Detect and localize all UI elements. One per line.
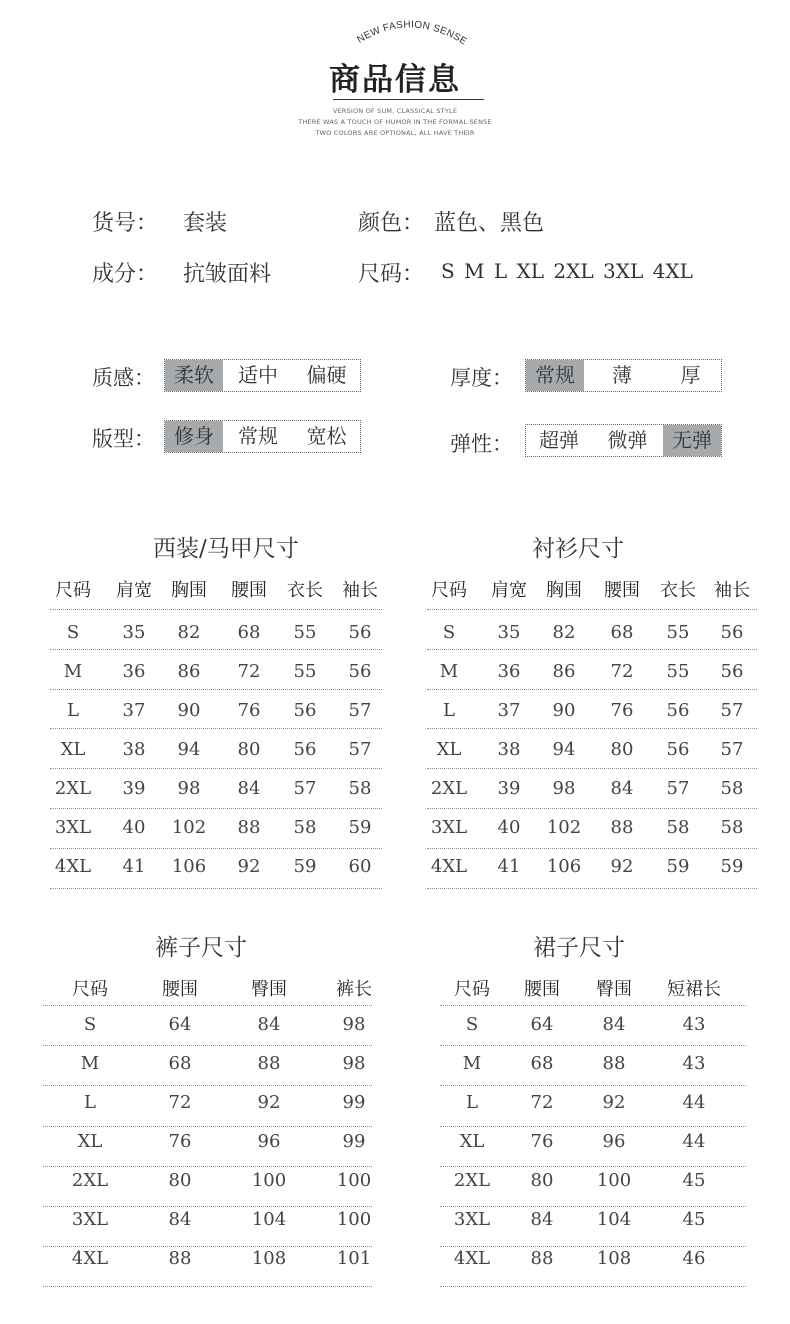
shirt-table-cell: 38: [497, 739, 521, 760]
suit-table-cell: 58: [293, 817, 317, 838]
suit-table-cell: 98: [177, 778, 201, 799]
page-title: 商品信息: [329, 62, 461, 98]
skirt-row-divider: [440, 1166, 746, 1167]
shirt-table-cell: 76: [610, 700, 634, 721]
skirt-table-cell: 88: [602, 1053, 626, 1074]
item-number-label: 货号：: [92, 211, 159, 236]
suit-header-cell: 衣长: [287, 580, 323, 601]
skirt-table-cell: 3XL: [453, 1209, 491, 1230]
pants-table-cell: 80: [168, 1170, 192, 1191]
pants-table-cell: 84: [257, 1014, 281, 1035]
shirt-row-divider: [427, 848, 757, 849]
shirt-table-cell: S: [442, 622, 456, 643]
skirt-size-title: 裙子尺寸: [533, 935, 625, 961]
skirt-table-cell: M: [462, 1053, 482, 1074]
skirt-table-cell: 88: [530, 1248, 554, 1269]
pants-table-cell: 104: [251, 1209, 287, 1230]
suit-row-divider: [50, 609, 382, 610]
shirt-table-cell: 94: [552, 739, 576, 760]
shirt-table-cell: 3XL: [430, 817, 468, 838]
pants-table-cell: 98: [342, 1053, 366, 1074]
pants-table-cell: 99: [342, 1092, 366, 1113]
shirt-table-cell: 68: [610, 622, 634, 643]
skirt-table-cell: 44: [682, 1092, 706, 1113]
suit-row-divider: [50, 888, 382, 889]
texture-option-stiff: 偏硬: [306, 363, 347, 387]
texture-label: 质感：: [92, 366, 155, 390]
pants-table-cell: 76: [168, 1131, 192, 1152]
suit-table-cell: 56: [348, 661, 372, 682]
suit-table-cell: 82: [177, 622, 201, 643]
suit-table-cell: M: [63, 661, 83, 682]
suit-row-divider: [50, 768, 382, 769]
suit-table-cell: 56: [348, 622, 372, 643]
pants-size-title: 裤子尺寸: [155, 935, 247, 961]
pants-table-cell: 100: [336, 1209, 372, 1230]
fit-options: [164, 420, 361, 453]
skirt-table-cell: 84: [602, 1014, 626, 1035]
elasticity-option-super: 超弹: [539, 428, 579, 452]
pants-table-cell: 64: [168, 1014, 192, 1035]
suit-table-cell: 55: [293, 622, 317, 643]
skirt-table-cell: 64: [530, 1014, 554, 1035]
shirt-table-cell: 84: [610, 778, 634, 799]
shirt-table-cell: 2XL: [430, 778, 468, 799]
shirt-table-cell: 58: [720, 817, 744, 838]
thickness-option-thick: 厚: [680, 363, 701, 387]
skirt-table-cell: XL: [459, 1131, 485, 1152]
skirt-table-cell: 44: [682, 1131, 706, 1152]
fit-option-slim: 修身: [165, 421, 223, 452]
suit-table-cell: 4XL: [54, 856, 92, 877]
shirt-row-divider: [427, 808, 757, 809]
fit-label: 版型：: [92, 427, 155, 451]
shirt-table-cell: 82: [552, 622, 576, 643]
skirt-table-cell: 80: [530, 1170, 554, 1191]
tagline-3: TWO COLORS ARE OPTIONAL, ALL HAVE THEIR: [315, 129, 475, 137]
skirt-table-cell: 76: [530, 1131, 554, 1152]
skirt-header-cell: 短裙长: [667, 979, 721, 1000]
elasticity-option-slight: 微弹: [607, 428, 648, 452]
suit-table-cell: 68: [237, 622, 261, 643]
thickness-options: [525, 359, 722, 392]
color-value: 蓝色、黑色: [434, 211, 545, 236]
shirt-header-cell: 胸围: [546, 580, 582, 601]
pants-row-divider: [43, 1126, 372, 1127]
skirt-table-cell: 84: [530, 1209, 554, 1230]
suit-table-cell: XL: [60, 739, 86, 760]
shirt-table-cell: 36: [497, 661, 521, 682]
skirt-table-cell: 100: [596, 1170, 632, 1191]
shirt-header-cell: 衣长: [660, 580, 696, 601]
pants-table-cell: S: [83, 1014, 97, 1035]
shirt-table-cell: 80: [610, 739, 634, 760]
shirt-table-cell: 40: [497, 817, 521, 838]
suit-table-cell: 76: [237, 700, 261, 721]
suit-table-cell: 55: [293, 661, 317, 682]
texture-options: [164, 359, 361, 392]
shirt-table-cell: 4XL: [430, 856, 468, 877]
skirt-table-cell: 43: [682, 1014, 706, 1035]
skirt-table-cell: 92: [602, 1092, 626, 1113]
skirt-table-cell: 4XL: [453, 1248, 491, 1269]
pants-table-cell: 88: [257, 1053, 281, 1074]
skirt-row-divider: [440, 1126, 746, 1127]
title-underline: [333, 99, 484, 100]
skirt-header-cell: 臀围: [596, 979, 632, 1000]
shirt-table-cell: 90: [552, 700, 576, 721]
pants-table-cell: 84: [168, 1209, 192, 1230]
shirt-table-cell: 86: [552, 661, 576, 682]
suit-table-cell: 84: [237, 778, 261, 799]
pants-row-divider: [43, 1206, 372, 1207]
suit-table-cell: S: [66, 622, 80, 643]
shirt-header-cell: 腰围: [604, 580, 640, 601]
shirt-row-divider: [427, 728, 757, 729]
skirt-table-cell: 108: [596, 1248, 632, 1269]
suit-table-cell: 106: [171, 856, 207, 877]
suit-table-cell: 92: [237, 856, 261, 877]
shirt-table-cell: XL: [436, 739, 462, 760]
shirt-table-cell: 59: [720, 856, 744, 877]
material-label: 成分：: [92, 262, 159, 287]
skirt-table-cell: 45: [682, 1209, 706, 1230]
thickness-label: 厚度：: [450, 366, 513, 390]
shirt-header-cell: 尺码: [431, 580, 467, 601]
skirt-table-cell: 96: [602, 1131, 626, 1152]
suit-table-cell: 86: [177, 661, 201, 682]
suit-table-cell: 102: [171, 817, 207, 838]
material-value: 抗皱面料: [183, 262, 272, 287]
shirt-table-cell: 56: [720, 622, 744, 643]
suit-row-divider: [50, 649, 382, 650]
pants-row-divider: [43, 1166, 372, 1167]
shirt-row-divider: [427, 649, 757, 650]
shirt-table-cell: 41: [497, 856, 521, 877]
pants-table-cell: XL: [77, 1131, 103, 1152]
suit-table-cell: 41: [122, 856, 146, 877]
pants-row-divider: [43, 1246, 372, 1247]
suit-table-cell: 56: [293, 700, 317, 721]
shirt-table-cell: 106: [546, 856, 582, 877]
pants-table-cell: 100: [336, 1170, 372, 1191]
suit-table-cell: 36: [122, 661, 146, 682]
shirt-table-cell: 57: [720, 700, 744, 721]
shirt-table-cell: 56: [720, 661, 744, 682]
skirt-table-cell: 104: [596, 1209, 632, 1230]
skirt-table-cell: 68: [530, 1053, 554, 1074]
suit-header-cell: 肩宽: [116, 580, 152, 601]
shirt-table-cell: 37: [497, 700, 521, 721]
pants-table-cell: 4XL: [71, 1248, 109, 1269]
pants-table-cell: L: [84, 1092, 96, 1113]
svg-text:NEW FASHION SENSE: [355, 19, 468, 47]
shirt-table-cell: 59: [666, 856, 690, 877]
shirt-table-cell: 39: [497, 778, 521, 799]
shirt-table-cell: 56: [666, 700, 690, 721]
skirt-row-divider: [440, 1045, 746, 1046]
color-label: 颜色：: [358, 211, 425, 236]
pants-table-cell: 72: [168, 1092, 192, 1113]
suit-row-divider: [50, 848, 382, 849]
suit-table-cell: 40: [122, 817, 146, 838]
pants-table-cell: 68: [168, 1053, 192, 1074]
shirt-table-cell: L: [443, 700, 455, 721]
suit-table-cell: 56: [293, 739, 317, 760]
shirt-table-cell: 88: [610, 817, 634, 838]
skirt-table-cell: S: [465, 1014, 479, 1035]
suit-table-cell: 57: [348, 739, 372, 760]
suit-size-title: 西装/马甲尺寸: [153, 536, 299, 562]
pants-table-cell: 99: [342, 1131, 366, 1152]
pants-row-divider: [43, 1005, 372, 1006]
pants-table-cell: 108: [251, 1248, 287, 1269]
shirt-header-cell: 肩宽: [491, 580, 527, 601]
suit-row-divider: [50, 689, 382, 690]
thickness-option-regular: 常规: [526, 360, 584, 391]
suit-header-cell: 胸围: [171, 580, 207, 601]
shirt-row-divider: [427, 689, 757, 690]
shirt-table-cell: 35: [497, 622, 521, 643]
fit-option-regular: 常规: [238, 424, 278, 448]
pants-table-cell: 3XL: [71, 1209, 109, 1230]
suit-row-divider: [50, 808, 382, 809]
arc-subtitle-text: NEW FASHION SENSE: [355, 19, 469, 48]
pants-table-cell: 92: [257, 1092, 281, 1113]
suit-table-cell: 58: [348, 778, 372, 799]
suit-table-cell: 88: [237, 817, 261, 838]
pants-table-cell: 100: [251, 1170, 287, 1191]
shirt-table-cell: 57: [666, 778, 690, 799]
pants-header-cell: 尺码: [72, 979, 108, 1000]
suit-table-cell: 59: [348, 817, 372, 838]
pants-row-divider: [43, 1286, 372, 1287]
tagline-2: THERE WAS A TOUCH OF HUMOR IN THE FORMAL SENSE: [298, 118, 492, 126]
shirt-table-cell: 55: [666, 661, 690, 682]
shirt-table-cell: 55: [666, 622, 690, 643]
tagline-1: VERSION OF SUM, CLASSICAL STYLE: [332, 107, 458, 115]
elasticity-option-none: 无弹: [663, 425, 721, 456]
pants-table-cell: 2XL: [71, 1170, 109, 1191]
suit-table-cell: 37: [122, 700, 146, 721]
suit-table-cell: 59: [293, 856, 317, 877]
shirt-table-cell: M: [439, 661, 459, 682]
shirt-row-divider: [427, 888, 757, 889]
suit-table-cell: 72: [237, 661, 261, 682]
shirt-table-cell: 98: [552, 778, 576, 799]
suit-row-divider: [50, 728, 382, 729]
skirt-row-divider: [440, 1005, 746, 1006]
skirt-table-cell: 2XL: [453, 1170, 491, 1191]
suit-header-cell: 尺码: [55, 580, 91, 601]
pants-table-cell: 101: [336, 1248, 372, 1269]
shirt-table-cell: 57: [720, 739, 744, 760]
suit-header-cell: 腰围: [231, 580, 267, 601]
suit-table-cell: 90: [177, 700, 201, 721]
elasticity-label: 弹性：: [450, 432, 513, 456]
fit-option-loose: 宽松: [306, 424, 347, 448]
pants-table-cell: M: [80, 1053, 100, 1074]
suit-table-cell: 39: [122, 778, 146, 799]
shirt-table-cell: 72: [610, 661, 634, 682]
skirt-table-cell: 46: [682, 1248, 706, 1269]
skirt-header-cell: 腰围: [524, 979, 560, 1000]
skirt-row-divider: [440, 1085, 746, 1086]
suit-table-cell: 3XL: [54, 817, 92, 838]
thickness-option-thin: 薄: [612, 363, 632, 387]
suit-table-cell: 57: [293, 778, 317, 799]
pants-row-divider: [43, 1045, 372, 1046]
pants-header-cell: 臀围: [251, 979, 287, 1000]
skirt-table-cell: 72: [530, 1092, 554, 1113]
pants-header-cell: 腰围: [162, 979, 198, 1000]
suit-table-cell: 35: [122, 622, 146, 643]
pants-table-cell: 88: [168, 1248, 192, 1269]
size-value: S M L XL 2XL 3XL 4XL: [441, 259, 693, 283]
skirt-row-divider: [440, 1206, 746, 1207]
pants-table-cell: 98: [342, 1014, 366, 1035]
pants-row-divider: [43, 1085, 372, 1086]
shirt-table-cell: 92: [610, 856, 634, 877]
shirt-table-cell: 58: [666, 817, 690, 838]
suit-table-cell: 94: [177, 739, 201, 760]
skirt-row-divider: [440, 1246, 746, 1247]
shirt-row-divider: [427, 609, 757, 610]
suit-table-cell: 57: [348, 700, 372, 721]
texture-option-medium: 适中: [238, 363, 278, 387]
pants-table-cell: 96: [257, 1131, 281, 1152]
shirt-table-cell: 102: [546, 817, 582, 838]
shirt-table-cell: 58: [720, 778, 744, 799]
arc-subtitle: [0, 0, 790, 60]
skirt-table-cell: 45: [682, 1170, 706, 1191]
size-label: 尺码：: [358, 262, 425, 287]
suit-table-cell: 80: [237, 739, 261, 760]
shirt-header-cell: 袖长: [714, 580, 750, 601]
skirt-table-cell: L: [466, 1092, 478, 1113]
item-number-value: 套装: [183, 211, 228, 236]
elasticity-options: [525, 424, 722, 457]
skirt-table-cell: 43: [682, 1053, 706, 1074]
suit-table-cell: 60: [348, 856, 372, 877]
suit-table-cell: L: [67, 700, 79, 721]
pants-header-cell: 裤长: [336, 979, 372, 1000]
shirt-row-divider: [427, 768, 757, 769]
suit-table-cell: 2XL: [54, 778, 92, 799]
skirt-row-divider: [440, 1286, 746, 1287]
texture-option-soft: 柔软: [165, 360, 223, 391]
suit-header-cell: 袖长: [342, 580, 378, 601]
shirt-table-cell: 56: [666, 739, 690, 760]
shirt-size-title: 衬衫尺寸: [532, 536, 624, 562]
skirt-header-cell: 尺码: [454, 979, 490, 1000]
suit-table-cell: 38: [122, 739, 146, 760]
